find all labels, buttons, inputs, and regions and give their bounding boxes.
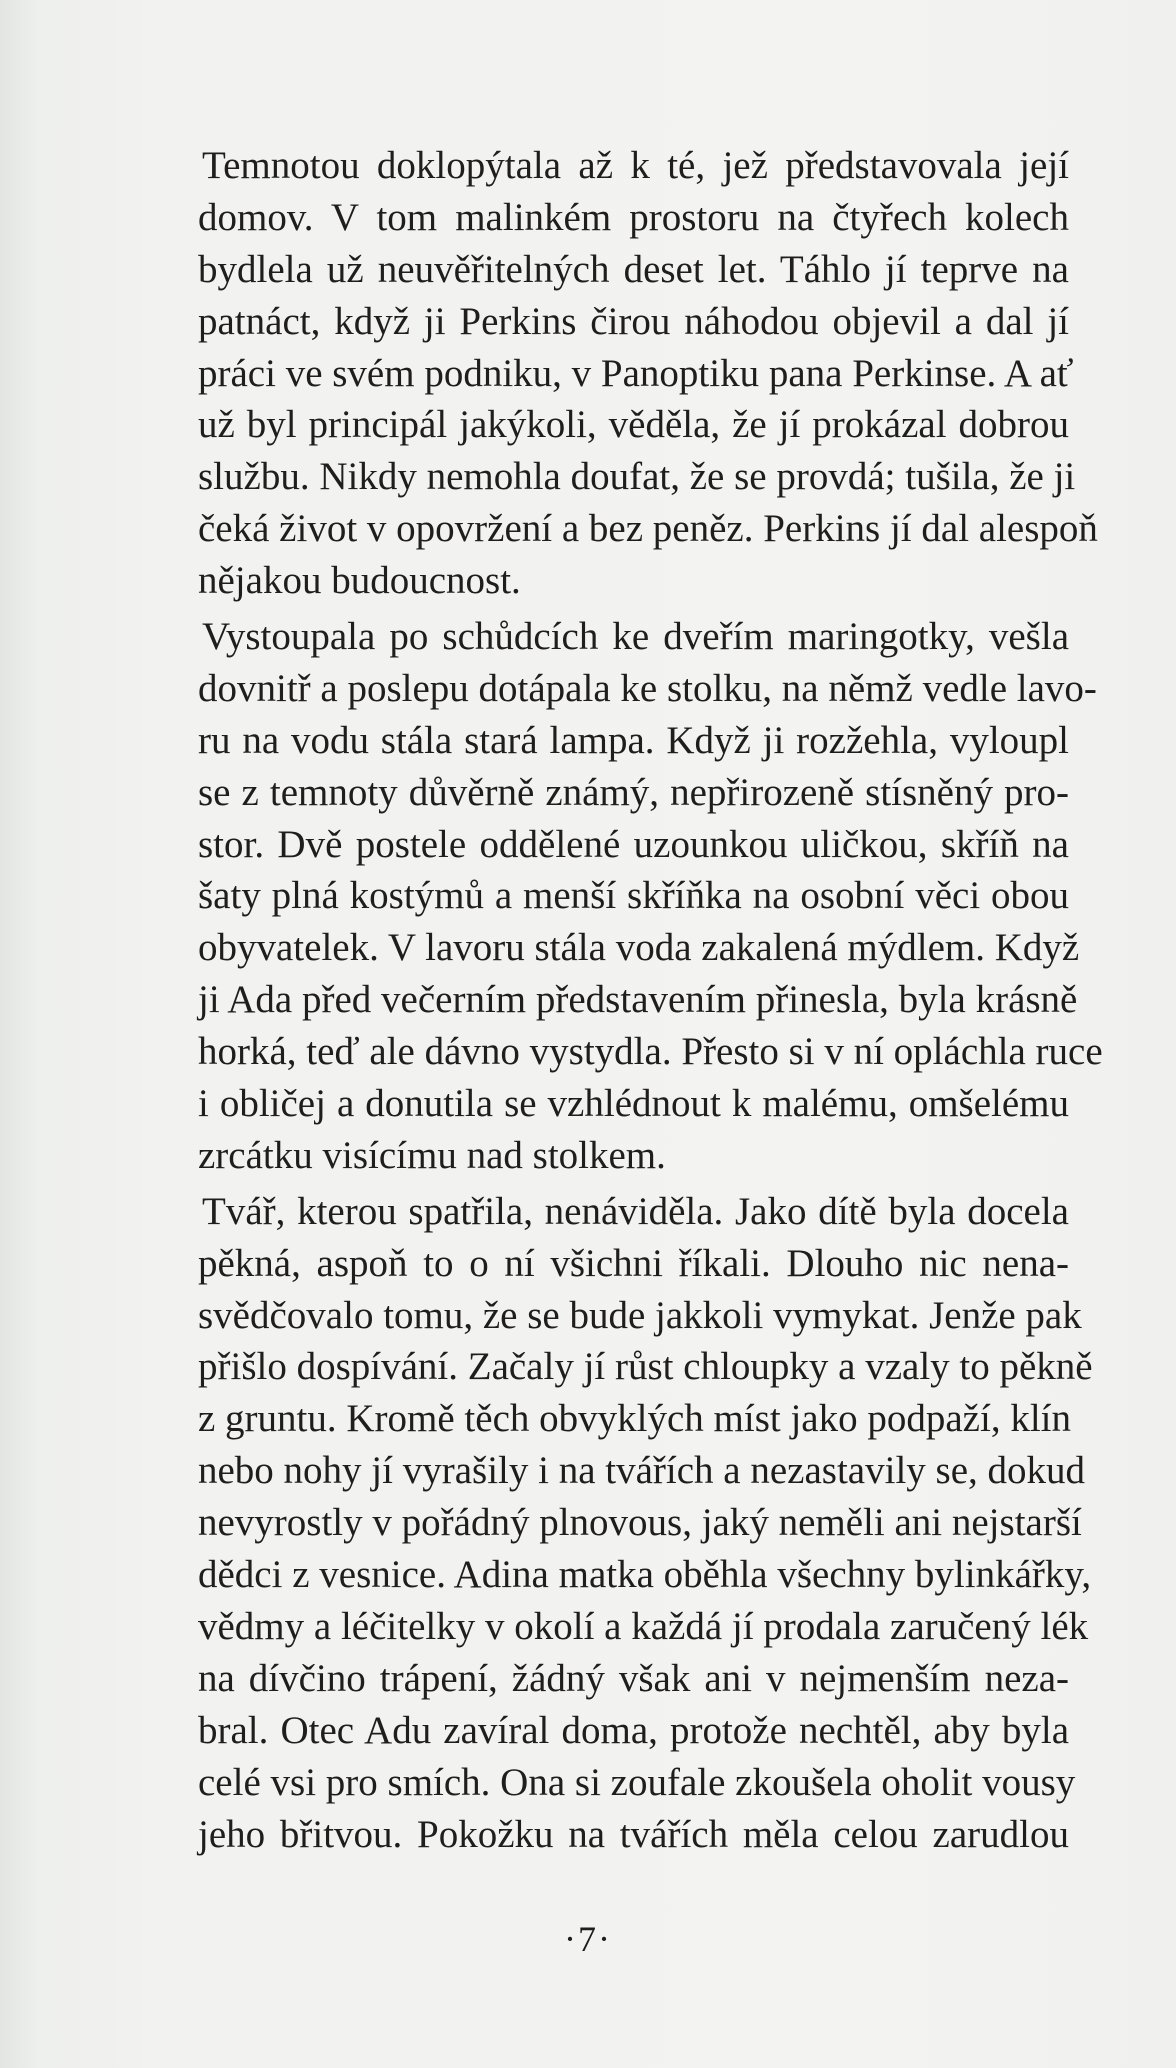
- text-line: už byl principál jakýkoli, věděla, že jí prokázal dobrou: [198, 403, 1069, 447]
- text-line: nějakou budoucnost.: [198, 559, 521, 603]
- text-line: na dívčino trápení, žádný však ani v nejmenším neza-: [198, 1656, 1069, 1700]
- text-line: Vystoupala po schůdcích ke dveřím maringotky, vešla: [202, 615, 1069, 659]
- text-line: pěkná, aspoň to o ní všichni říkali. Dlouho nic nena-: [198, 1241, 1069, 1285]
- paragraph-1: [194, 140, 1098, 607]
- text-line: nebo nohy jí vyrašily i na tvářích a nezastavily se, dokud: [198, 1449, 1086, 1493]
- text-line: ji Ada před večerním představením přinesla, byla krásně: [198, 978, 1078, 1022]
- paragraph-2: [194, 611, 1103, 1182]
- text-line: dovnitř a poslepu dotápala ke stolku, na němž vedle lavo-: [198, 666, 1097, 710]
- text-line: patnáct, když ji Perkins čirou náhodou objevil a dal jí: [198, 299, 1069, 343]
- text-line: Tvář, kterou spatřila, nenáviděla. Jako dítě byla docela: [202, 1189, 1069, 1233]
- text-line: celé vsi pro smích. Ona si zoufale zkoušela oholit vousy: [198, 1760, 1076, 1804]
- text-line: obyvatelek. V lavoru stála voda zakalená mýdlem. Když: [198, 926, 1080, 970]
- text-line: svědčovalo tomu, že se bude jakkoli vymykat. Jenže pak: [198, 1293, 1082, 1337]
- text-line: čeká život v opovržení a bez peněz. Perkins jí dal alespoň: [198, 507, 1098, 551]
- book-page-text: [194, 140, 1103, 1860]
- text-line: šaty plná kostýmů a menší skříňka na osobní věci obou: [198, 874, 1069, 918]
- page-number: ·7·: [564, 1919, 612, 1959]
- text-line: zrcátku visícímu nad stolkem.: [198, 1133, 666, 1177]
- text-line: jeho břitvou. Pokožku na tvářích měla celou zarudlou: [198, 1812, 1069, 1856]
- text-line: ru na vodu stála stará lampa. Když ji rozžehla, vyloupl: [198, 718, 1069, 762]
- text-line: domov. V tom malinkém prostoru na čtyřech kolech: [198, 195, 1069, 239]
- text-line: bral. Otec Adu zavíral doma, protože nechtěl, aby byla: [198, 1708, 1069, 1752]
- paragraph-3: [194, 1186, 1093, 1861]
- text-line: službu. Nikdy nemohla doufat, že se provdá; tušila, že ji: [198, 455, 1076, 499]
- text-line: i obličej a donutila se vzhlédnout k malému, omšelému: [198, 1082, 1069, 1126]
- text-line: se z temnoty důvěrně známý, nepřirozeně stísněný pro-: [198, 770, 1069, 814]
- text-line: z gruntu. Kromě těch obvyklých míst jako podpaží, klín: [198, 1397, 1071, 1441]
- text-line: přišlo dospívání. Začaly jí růst chloupky a vzaly to pěkně: [198, 1345, 1093, 1389]
- text-line: Temnotou doklopýtala až k té, jež představovala její: [202, 144, 1069, 187]
- text-line: bydlela už neuvěřitelných deset let. Táhlo jí teprve na: [198, 247, 1069, 291]
- text-line: práci ve svém podniku, v Panoptiku pana Perkinse. A ať: [198, 351, 1074, 395]
- text-line: vědmy a léčitelky v okolí a každá jí prodala zaručený lék: [198, 1604, 1089, 1648]
- text-line: horká, teď ale dávno vystydla. Přesto si v ní opláchla ruce: [198, 1030, 1103, 1074]
- text-line: nevyrostly v pořádný plnovous, jaký neměli ani nejstarší: [198, 1501, 1082, 1545]
- text-line: dědci z vesnice. Adina matka oběhla všechny bylinkářky,: [198, 1553, 1092, 1597]
- text-line: stor. Dvě postele oddělené uzounkou uličkou, skříň na: [198, 822, 1069, 866]
